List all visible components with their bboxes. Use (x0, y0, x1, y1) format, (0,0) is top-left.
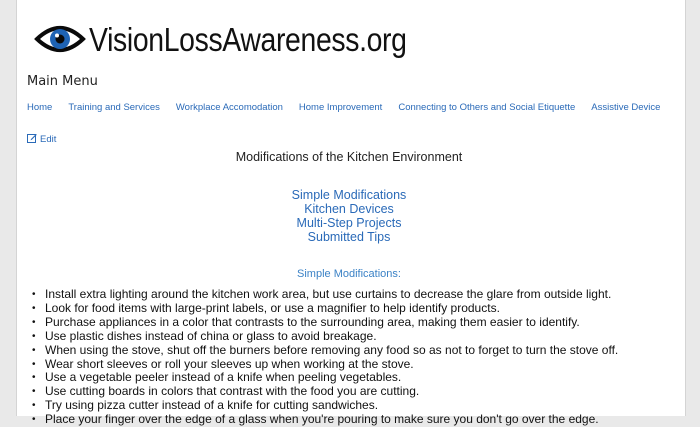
edit-link[interactable] (27, 133, 56, 146)
toc-link-submitted-tips[interactable]: Submitted Tips (307, 230, 391, 244)
edit-label: Edit (40, 134, 57, 145)
main-menu-title: Main Menu (27, 74, 98, 89)
nav-item-home-improvement[interactable]: Home Improvement (298, 102, 383, 113)
list-item: • Look for food items with large-print labels, or use a magnifier to help identify products. (43, 302, 683, 316)
list-item: • Use cutting boards in colors that contrast with the food you are cutting. (43, 385, 683, 399)
page-title: Modifications of the Kitchen Environment (235, 150, 463, 164)
list-item: • Use plastic dishes instead of china or glass to avoid breakage. (43, 330, 683, 344)
page-container (16, 0, 686, 427)
table-of-contents (17, 188, 681, 244)
toc-link-multi-step-projects[interactable]: Multi-Step Projects (296, 216, 402, 230)
list-item: • When using the stove, shut off the burners before removing any food so as not to forget to turn the stove off. (43, 344, 683, 358)
nav-item-assistive-device[interactable]: Assistive Device (591, 102, 661, 113)
toc-link-kitchen-devices[interactable]: Kitchen Devices (304, 202, 394, 216)
nav-item-workplace-accomodation[interactable]: Workplace Accomodation (175, 102, 283, 113)
tips-list (43, 288, 683, 427)
list-item: • Place your finger over the edge of a glass when you're pouring to make sure you don't go over the edge. (43, 413, 683, 427)
eye-icon (35, 23, 85, 55)
nav-item-training-and-services[interactable]: Training and Services (68, 102, 160, 113)
site-logo[interactable] (35, 14, 458, 64)
main-nav (27, 102, 676, 113)
logo-text: VisionLossAwareness.org (89, 20, 407, 58)
edit-icon (27, 133, 40, 146)
list-item: • Install extra lighting around the kitchen work area, but use curtains to decrease the glare from outside light. (43, 288, 683, 302)
list-item: • Try using pizza cutter instead of a knife for cutting sandwiches. (43, 399, 683, 413)
nav-item-home[interactable]: Home (27, 102, 53, 113)
list-item: • Purchase appliances in a color that contrasts to the surrounding area, making them easier to identify. (43, 316, 683, 330)
toc-link-simple-modifications[interactable]: Simple Modifications (291, 188, 407, 202)
section-heading: Simple Modifications: (297, 268, 401, 280)
nav-item-connecting-to-others[interactable]: Connecting to Others and Social Etiquette (398, 102, 576, 113)
list-item: • Wear short sleeves or roll your sleeves up when working at the stove. (43, 358, 683, 372)
list-item: • Use a vegetable peeler instead of a knife when peeling vegetables. (43, 371, 683, 385)
